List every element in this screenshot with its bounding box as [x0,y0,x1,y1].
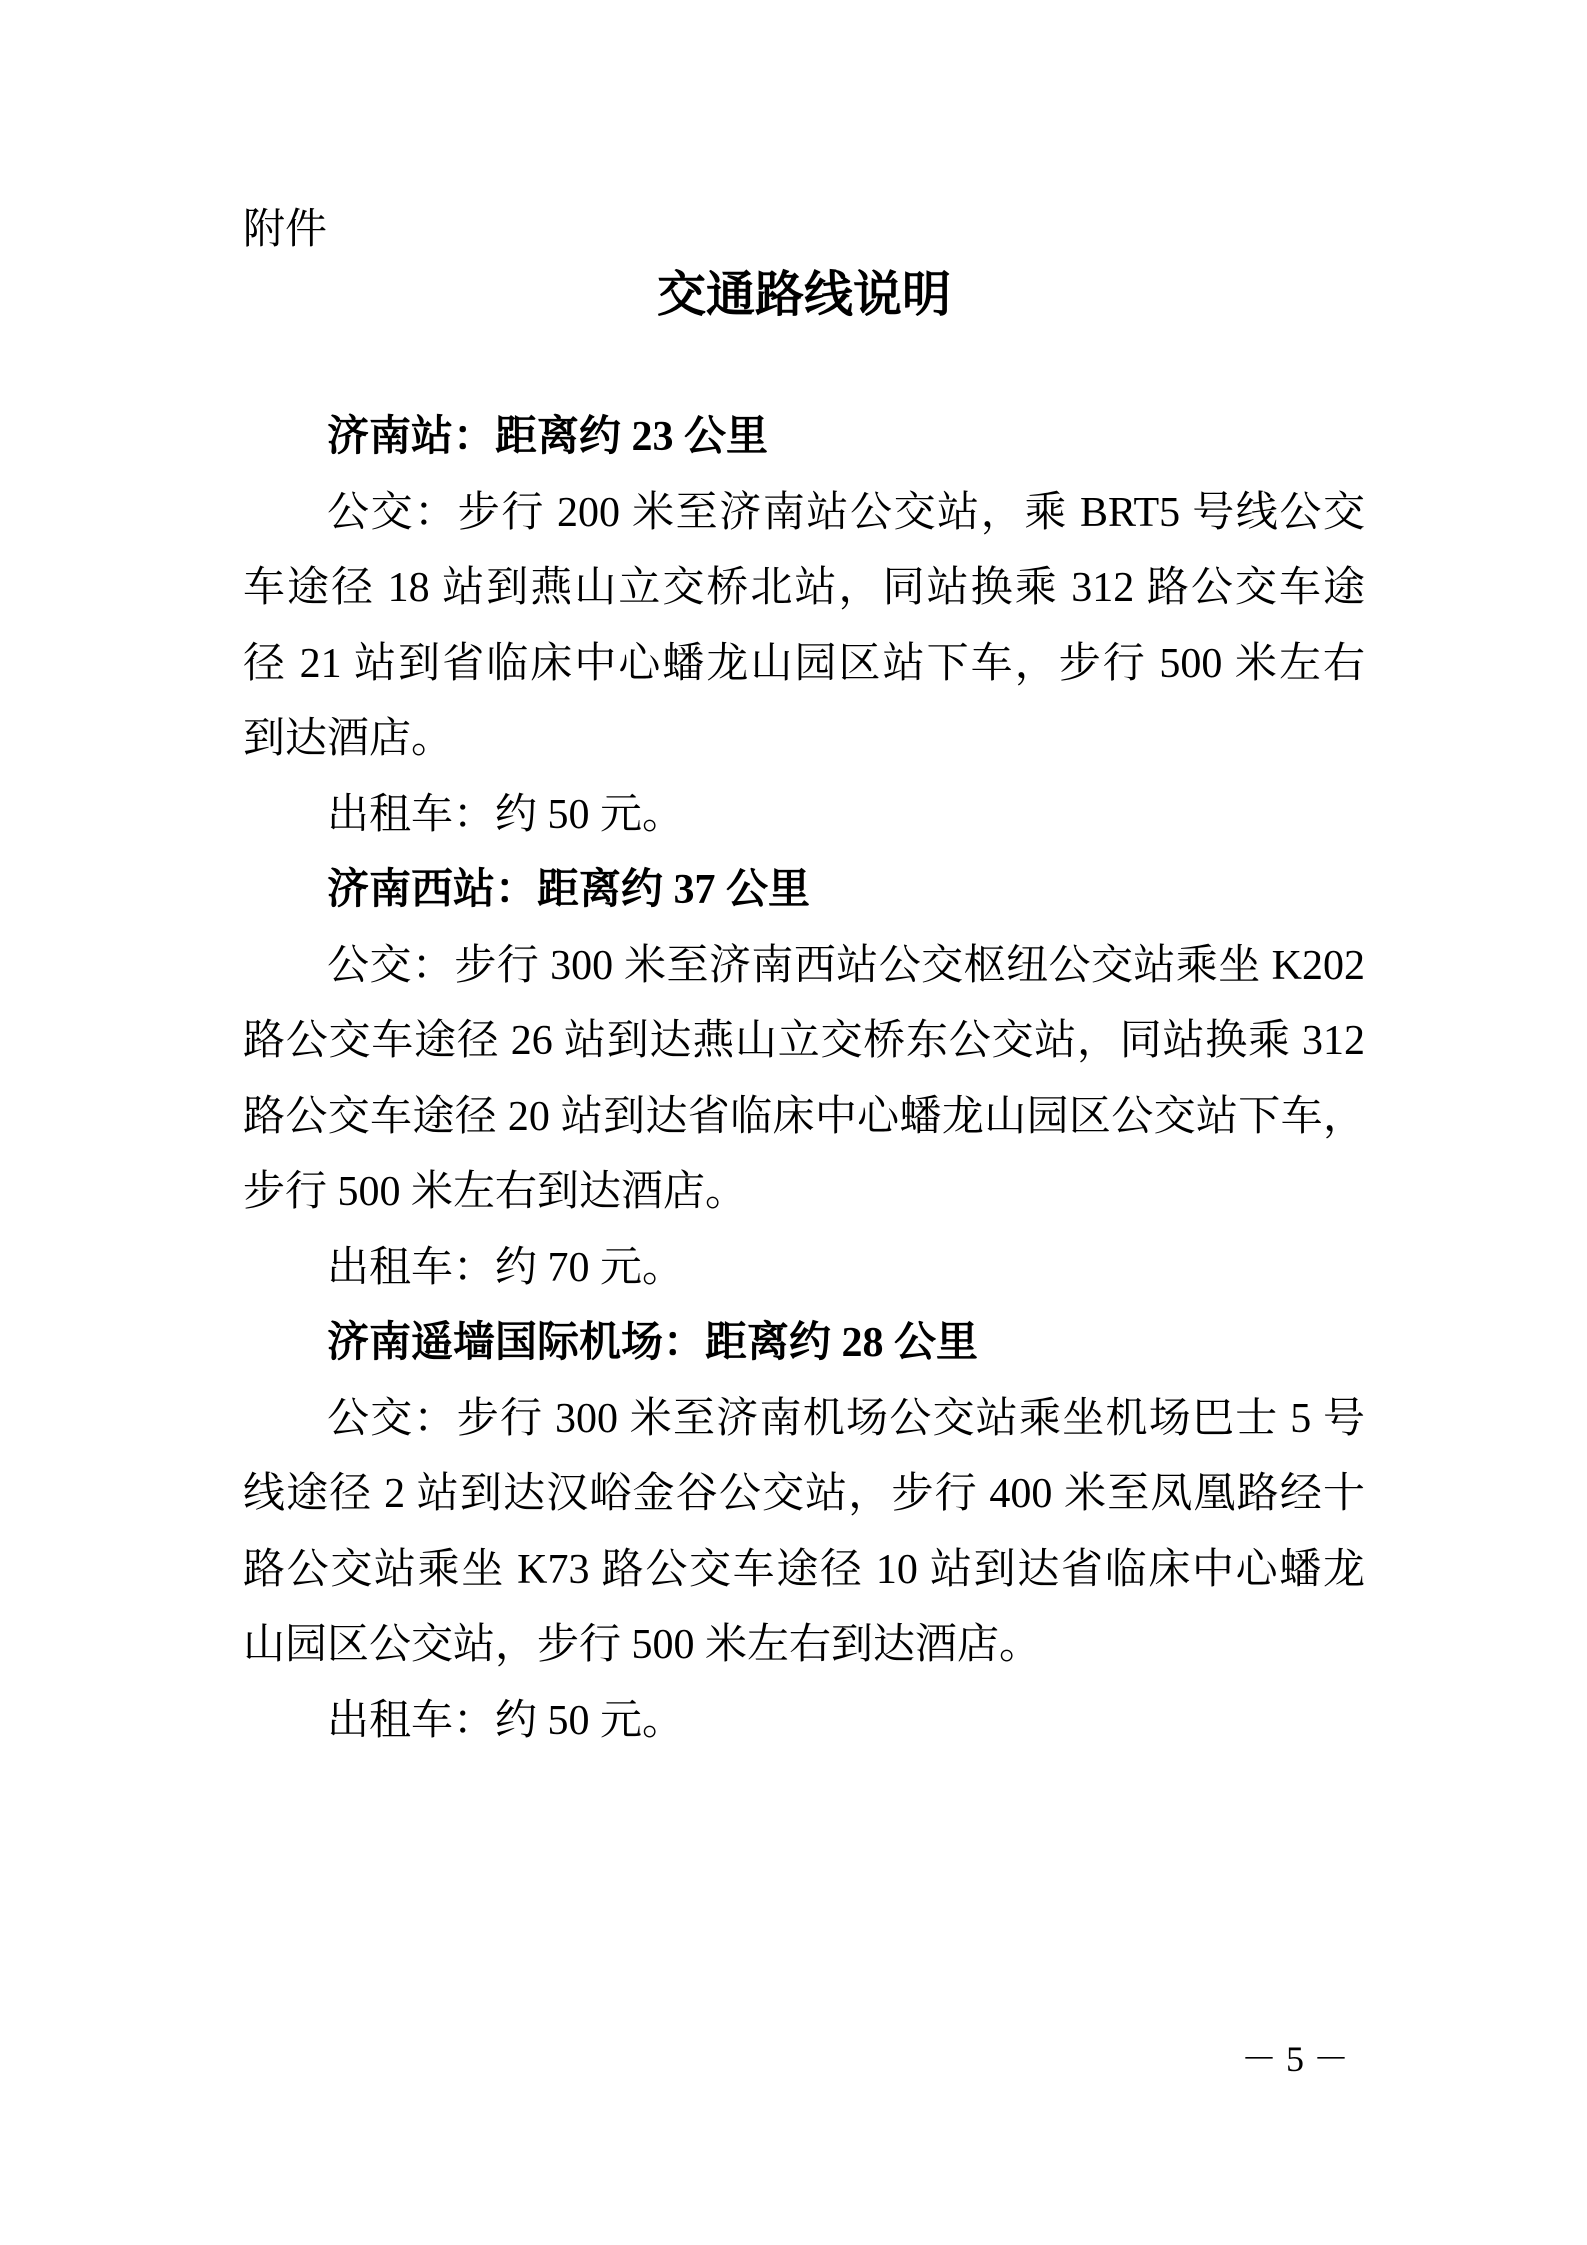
bus-line: 公交：步行 200 米至济南站公交站，乘 BRT5 号线公交 [327,489,1365,536]
page-title: 交通路线说明 [656,267,951,322]
bus-line: 径 21 站到省临床中心蟠龙山园区站下车，步行 500 米左右 [243,640,1365,687]
document-body [243,400,1365,1759]
bus-line: 路公交车途径 20 站到达省临床中心蟠龙山园区公交站下车， [243,1093,1365,1140]
bus-line: 山园区公交站，步行 500 米左右到达酒店。 [243,1622,1042,1668]
bus-line: 公交：步行 300 米至济南西站公交枢纽公交站乘坐 K202 [327,942,1365,989]
bus-line: 公交：步行 300 米至济南机场公交站乘坐机场巴士 5 号 [327,1395,1365,1442]
bus-line: 步行 500 米左右到达酒店。 [243,1169,748,1215]
section-heading-yaoqiang-airport: 济南遥墙国际机场：距离约 28 公里 [327,1320,979,1366]
bus-line: 车途径 18 站到燕山立交桥北站，同站换乘 312 路公交车途 [243,565,1365,611]
page-number: － 5 － [1240,2039,1349,2079]
bus-line: 路公交站乘坐 K73 路公交车途径 10 站到达省临床中心蟠龙 [243,1546,1365,1593]
bus-line: 线途径 2 站到达汉峪金谷公交站，步行 400 米至凤凰路经十 [243,1471,1365,1517]
taxi-line: 出租车：约 50 元。 [327,1697,685,1744]
attachment-label: 附件 [243,205,328,252]
taxi-line: 出租车：约 70 元。 [327,1244,685,1291]
section-heading-jinan-station: 济南站：距离约 23 公里 [327,414,769,460]
taxi-line: 出租车：约 50 元。 [327,791,685,838]
bus-line: 路公交车途径 26 站到达燕山立交桥东公交站，同站换乘 312 [243,1018,1365,1064]
bus-line: 到达酒店。 [243,716,454,762]
section-heading-jinan-west-station: 济南西站：距离约 37 公里 [327,867,811,913]
